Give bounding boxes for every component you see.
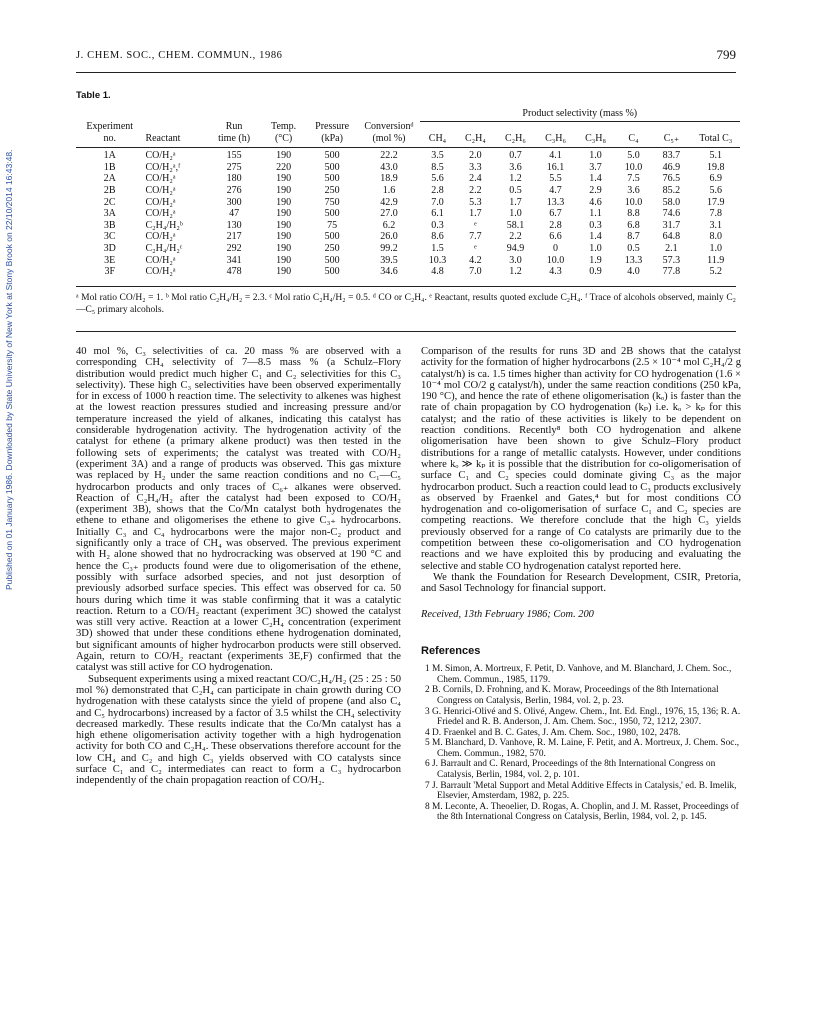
table-cell: CO/H₂ᵃ (145, 173, 176, 185)
table-cell: 10.0 (624, 196, 643, 208)
table-cell: 3.6 (509, 161, 522, 173)
table-cell: 1.4 (589, 173, 602, 185)
table-cell: 190 (276, 208, 292, 220)
table-cell: 43.0 (380, 161, 398, 173)
table-cell: 190 (276, 185, 292, 197)
table-cell: 5.2 (709, 266, 722, 278)
body-paragraph: Subsequent experiments using a mixed reactant CO/C₂H₄/H₂ (25 : 25 : 50 mol %) demonstrated that C₂H₄ can participate in chain growth during CO hydrogenation with these catalysts since the yield of propene (and also C₄ and C₅ hydrocarbons) increased by a factor of 3.5 whilst the CH₄ selectivity decreased markedly. These results indicate that the Co/Mn catalyst has a high ethene oligomerisation activity together with a high hydrogenation activity for both CO and C₂H₄. These observations therefore account for the low CH₄ and C₂ and high C₃ yields observed with CO catalysts since surface C₁ and C₂ intermediates can react to form a C₃ hydrocarbon independently of the chain propagation reaction of CO/H₂. (76, 673, 401, 787)
page-number: 799 (716, 47, 736, 62)
table-cell: 18.9 (380, 173, 398, 185)
table-cell: 3E (104, 254, 116, 266)
table-row (76, 220, 740, 232)
table-cell: 64.8 (662, 231, 681, 243)
table-cell: 76.5 (662, 173, 681, 185)
table-cell: 74.6 (662, 208, 681, 220)
table-cell: 31.7 (662, 219, 681, 231)
column-header: (°C) (274, 132, 293, 144)
table-cell: 190 (276, 173, 292, 185)
table-row (76, 148, 740, 162)
table-cell: 250 (324, 185, 340, 197)
table-cell: 1.1 (589, 208, 602, 220)
table-cell: 1.2 (509, 173, 522, 185)
body-paragraph: 40 mol %, C₃ selectivities of ca. 20 mass % are observed with a corresponding CH₄ selectivity of 7—8.5 mass % (a Schulz–Flory distribution would predict much higher C₁ and C₂ selectivities for this C₃ selectivity). These high C₃ selectivities have been observed experimentally for in excess of 1000 h reaction time. The selectivity to alkenes was highest at the lowest reaction pressures studied and increasing pressure and/or temperature increased the yield of alkanes, indicating this catalyst has considerable hydrogenation activity. The hydrogenation activity of the catalyst for ethene (a primary alkene product) was then tested in the following sets of experiments; the catalyst was treated with CO/H₂ (experiment 3A) and a range of products was observed. This gas mixture was replaced by H₂ under the same reaction conditions and no C₁—C₅ hydrocarbon products and only traces of C₆₊ alkanes were observed. Reaction of C₂H₄/H₂ after the catalyst had been exposed to CO/H₂ (experiment 3B), shows that the Co/Mn catalyst both hydrogenates the ethene to ethane and oligomerises the ethene to give C₃₊ hydrocarbons. Initially C₃ and C₄ hydrocarbons were the major non-C₂ product and significantly only a trace of CH₄ was observed. The previous experiment with H₂ alone showed that no hydrocracking was observed at 190 °C and hence the C₃₊ products found were due to oligomerisation of the ethene, possibly with surface adsorbed species, and not just desorption of previously adsorbed surface species. This effect was observed for ca. 50 hours during which time it was stable confirming that it was a catalytic reaction. Return to a CO/H₂ reactant (experiment 3C) showed the catalyst was still very active. Reaction at a lower C₂H₄ concentration (experiment 3D) showed that under these conditions ethene hydrogenation dominated, but significant amounts of higher hydrocarbon products were still observed. Again, return to CO/H₂ reactant (experiments 3E,F) confirmed that the catalyst was still active for CO hydrogenation. (76, 346, 401, 674)
reference-item: 7 J. Barrault 'Metal Support and Metal Additive Effects in Catalysis,' ed. B. Imelik, Elsevier, Amsterdam, 1982, p. 225. (425, 780, 737, 802)
table-cell: 27.0 (380, 208, 398, 220)
table-cell: CO/H₂ᵃ (145, 266, 176, 278)
table-cell: 26.0 (380, 231, 398, 243)
right-column (421, 346, 741, 823)
table-footnote: ᵃ Mol ratio CO/H₂ = 1. ᵇ Mol ratio C₂H₄/H₂ = 2.3. ᶜ Mol ratio C₂H₄/H₂ = 0.5. ᵈ CO or C₂H₄. ᵉ Reactant, results quoted exclude C₂H₄. ᶠ Trace of alcohols observed, mainly C₂—C₅ primary alcohols. (76, 293, 736, 315)
table-cell: 58.0 (662, 196, 681, 208)
table-cell: 190 (276, 243, 292, 255)
table-cell: 1.0 (589, 150, 602, 162)
references-heading: References (421, 644, 481, 657)
table-cell: 5.6 (431, 173, 444, 185)
table-row (76, 197, 740, 209)
reference-item: 2 B. Cornils, D. Frohning, and K. Moraw, Proceedings of the 8th International Congress on Catalysis, Berlin, 1984, vol. 2, p. 23. (425, 685, 719, 706)
table-cell: 42.9 (380, 196, 398, 208)
table-cell: 1.7 (469, 208, 482, 220)
column-header: C₂H₆ (505, 132, 526, 144)
table-cell: 2.1 (665, 243, 678, 255)
table-cell: 500 (324, 173, 340, 185)
table-cell: 3F (104, 266, 115, 278)
table-cell: 5.0 (627, 150, 640, 162)
table-cell: 57.3 (662, 254, 681, 266)
table-cell: 7.0 (469, 266, 482, 278)
table-cell: 5.3 (469, 196, 482, 208)
table-row (76, 208, 740, 220)
table-cell: 190 (276, 231, 292, 243)
header-rule (76, 72, 736, 73)
table-cell: 190 (276, 254, 292, 266)
table-cell: 220 (276, 161, 292, 173)
table-cell: 5.6 (709, 185, 722, 197)
reference-item: 1 M. Simon, A. Mortreux, F. Petit, D. Vanhove, and M. Blanchard, J. Chem. Soc., Chem. Commun., 1985, 1179. (425, 664, 732, 685)
table-cell: 2C (103, 196, 116, 208)
table-cell: CO/H₂ᵃ (145, 150, 176, 162)
table-cell: 10.0 (624, 161, 643, 173)
header-experiment: Experiment (86, 121, 134, 133)
table-cell: 58.1 (506, 219, 525, 231)
left-column (76, 346, 401, 787)
table-row (76, 255, 740, 267)
table-cell: 16.1 (546, 161, 565, 173)
table-cell: 6.6 (549, 231, 562, 243)
table-cell: 13.3 (624, 254, 643, 266)
table-cell: 4.2 (469, 254, 482, 266)
table-cell: 2.8 (431, 185, 444, 197)
table-cell: 1.9 (589, 254, 602, 266)
journal-year: 1986 (259, 50, 283, 61)
table-cell: 3A (103, 208, 116, 220)
table-row (76, 266, 740, 278)
table-cell: C₂H₄/H₂ᶜ (145, 243, 183, 255)
table-cell: 292 (226, 243, 242, 255)
table-cell: 500 (324, 150, 340, 162)
table-cell: 6.8 (627, 219, 640, 231)
table-cell: 17.9 (706, 196, 725, 208)
received-date: Received, 13th February 1986; Com. 200 (421, 608, 594, 620)
header-blank (143, 121, 206, 133)
table-cell: 94.9 (506, 243, 525, 255)
table-cell: 3.0 (509, 254, 522, 266)
reference-item: 6 J. Barrault and C. Renard, Proceedings of the 8th International Congress on Catalysis, Berlin, 1984, vol. 2, p. 101. (425, 759, 716, 781)
table-cell: 11.9 (707, 254, 725, 266)
table-cell: 77.8 (662, 266, 681, 278)
table-cell: CO/H₂ᵃ (145, 196, 176, 208)
table-cell: 500 (324, 208, 340, 220)
table-cell: 13.3 (546, 196, 565, 208)
table-cell: 4.7 (549, 185, 562, 197)
table-cell: 500 (324, 231, 340, 243)
table-cell: 2.9 (589, 185, 602, 197)
table-cell: 99.2 (380, 243, 398, 255)
table-cell: 750 (324, 196, 340, 208)
column-header: C₄ (628, 132, 639, 144)
table-row (76, 243, 740, 255)
journal-name: J. CHEM. SOC., CHEM. COMMUN., 1986 (76, 50, 283, 61)
body-paragraph: Comparison of the results for runs 3D and 2B shows that the catalyst activity for the formation of higher hydrocarbons (2.5 × 10⁻⁴ mol C₂H₄/2 g catalyst/h) is ca. 1.5 times higher than activity for CO hydrogenation (1.6 × 10⁻⁴ mol CO/2 g catalyst/h), under the same reaction conditions (250 kPa, 190 °C), and hence the rate of ethene oligomerisation (kₒ) is faster than the rate of chain propagation by CO hydrogenation (kₚ) i.e. kₒ > kₚ for this catalyst; and the ratio of these activities is likely to be dependent on reaction conditions. Recently⁸ both CO hydrogenation and alkene oligomerisation have been shown to give Schulz–Flory product distributions for a range of metallic catalysts. However, under conditions where kₒ ≫ kₚ it is possible that the distribution for co-oligomerisation of surface C₁ and C₂ species could dominate giving C₃ as the major hydrocarbon product. Such a reaction could lead to C₃ products exclusively as observed by Fraenkel and Gates,⁴ but for most conditions CO hydrogenation and co-oligomerisation of surface C₁ and C₂ species are competing reactions. We therefore conclude that the high C₃ yields previously observed for a range of Co catalysts are primarily due to the competition between these co-oligomerisation and CO hydrogenation reactions and we have exploited this by producing and evaluating the selective and stable CO hydrogenation catalyst reported here. (421, 346, 741, 572)
table-cell: 75 (327, 219, 338, 231)
table-cell: 10.3 (428, 254, 447, 266)
table-cell: 500 (324, 254, 340, 266)
column-header: time (h) (218, 132, 251, 144)
column-header: C₃H₆ (545, 132, 566, 144)
reference-item: 3 G. Henrici-Olivé and S. Olivé, Angew. Chem., Int. Ed. Engl., 1976, 15, 136; R. A. Friedel and R. B. Anderson, J. Am. Chem. Soc., 1950, 72, 1212, 2307. (425, 706, 741, 728)
table-cell: 2.0 (469, 150, 482, 162)
table-cell: 190 (276, 266, 292, 278)
table-cell: 2B (103, 185, 116, 197)
table-cell: 0.9 (589, 266, 602, 278)
table-cell: 3B (103, 219, 116, 231)
table-cell: 217 (226, 231, 242, 243)
table-cell: 190 (276, 150, 292, 162)
table-cell: 8.7 (627, 231, 640, 243)
table-cell: 4.0 (627, 266, 640, 278)
table-cell: CO/H₂ᵃ (145, 231, 176, 243)
table-cell: 6.7 (549, 208, 562, 220)
table-cell: 6.2 (382, 219, 396, 231)
header-temp: Temp. (271, 121, 297, 133)
column-header: (mol %) (372, 132, 406, 144)
table-bottom-rule (76, 286, 736, 287)
table-cell: CO/H₂ᵃ (145, 208, 176, 220)
table-cell: 8.6 (431, 231, 444, 243)
table-cell: 47 (229, 208, 240, 220)
table-cell: 1.2 (509, 266, 522, 278)
table-cell: 190 (276, 219, 292, 231)
table-cell: 85.2 (662, 185, 681, 197)
table-cell: ᵉ (474, 219, 477, 231)
table-cell: 1B (103, 161, 116, 173)
table-cell: 2.4 (469, 173, 482, 185)
table-cell: ᵉ (474, 243, 477, 255)
reference-item: 5 M. Blanchard, D. Vanhove, R. M. Laine, F. Petit, and A. Mortreux, J. Chem. Soc., Chem. Commun., 1982, 570. (425, 738, 740, 759)
header-pressure: Pressure (315, 121, 350, 133)
table-cell: 0.3 (431, 219, 444, 231)
table-cell: 4.1 (549, 150, 562, 162)
table-cell: 5.5 (549, 173, 562, 185)
table-cell: 2A (103, 173, 116, 185)
table-cell: 3D (103, 243, 116, 255)
column-header: Total C₃ (699, 132, 733, 144)
table-cell: CO/H₂ᵃ (145, 185, 176, 197)
table-cell: 500 (324, 161, 340, 173)
column-header: (kPa) (321, 132, 343, 144)
table-cell: 3C (103, 231, 116, 243)
table-title: Table 1. (76, 90, 111, 101)
table-cell: 1.0 (709, 243, 722, 255)
table-cell: 3.6 (627, 185, 640, 197)
table-cell: CO/H₂ᵃ (145, 254, 176, 266)
table-cell: 1.6 (382, 185, 396, 197)
table-cell: 3.5 (431, 150, 444, 162)
table-cell: 46.9 (662, 161, 681, 173)
table-cell: 8.0 (709, 231, 722, 243)
table-cell: 8.8 (627, 208, 640, 220)
table-cell: 130 (226, 219, 242, 231)
table-cell: 190 (276, 196, 292, 208)
table-cell: 7.7 (469, 231, 482, 243)
table-cell: 1.4 (589, 231, 602, 243)
table-cell: 5.1 (709, 150, 722, 162)
table-cell: 1.0 (509, 208, 522, 220)
table-cell: 4.6 (589, 196, 602, 208)
table-cell: 10.0 (546, 254, 565, 266)
column-header: C₃H₈ (585, 132, 606, 144)
table-cell: 83.7 (662, 150, 681, 162)
table-cell: 250 (324, 243, 340, 255)
header-run: Run (225, 121, 243, 133)
download-watermark: Published on 01 January 1986. Downloaded by State University of New York at Stony Brook on 22/10/2014 16:43:48. (4, 149, 14, 591)
column-header: Reactant (145, 132, 181, 144)
table-cell: 1.5 (431, 243, 444, 255)
table-cell: 478 (226, 266, 242, 278)
column-header: C₂H₄ (464, 132, 486, 144)
table-cell: 6.1 (431, 208, 444, 220)
table-cell: 39.5 (380, 254, 398, 266)
table-cell: 1.0 (589, 243, 602, 255)
table-cell: 275 (226, 161, 242, 173)
table-cell: 180 (226, 173, 242, 185)
acknowledgement: We thank the Foundation for Research Development, CSIR, Pretoria, and Sasol Technology for financial support. (421, 571, 741, 595)
table-cell: 7.0 (431, 196, 444, 208)
table-cell: 276 (226, 185, 242, 197)
table-cell: 19.8 (706, 161, 725, 173)
header-conversion: Conversionᵈ (364, 121, 414, 133)
table-cell: 3.3 (469, 161, 482, 173)
running-header (76, 47, 736, 66)
table-cell: 4.8 (431, 266, 444, 278)
table-cell: 2.2 (509, 231, 522, 243)
table-cell: C₂H₄/H₂ᵇ (145, 219, 183, 231)
table-cell: CO/H₂ᵃ,ᶠ (145, 161, 181, 173)
footnote-rule (76, 331, 736, 332)
table-cell: 300 (226, 196, 242, 208)
table-cell: 3.1 (709, 219, 722, 231)
table-cell: 6.9 (709, 173, 722, 185)
table-cell: 0 (553, 243, 558, 255)
results-table (76, 108, 740, 278)
table-row (76, 231, 740, 243)
table-cell: 1A (103, 150, 116, 162)
references-list (421, 664, 741, 823)
table-cell: 34.6 (380, 266, 398, 278)
table-row (76, 173, 740, 185)
table-cell: 0.3 (589, 219, 602, 231)
table-cell: 7.8 (709, 208, 722, 220)
column-header: no. (103, 132, 116, 144)
table-cell: 8.5 (431, 161, 444, 173)
column-header: C₅₊ (663, 132, 680, 144)
table-cell: 1.7 (509, 196, 522, 208)
table-cell: 0.7 (509, 150, 522, 162)
table-cell: 22.2 (380, 150, 398, 162)
table-cell: 7.5 (627, 173, 640, 185)
table-cell: 0.5 (627, 243, 640, 255)
column-header: CH₄ (428, 132, 447, 144)
table-cell: 3.7 (589, 161, 602, 173)
table-row (76, 185, 740, 197)
table-cell: 500 (324, 266, 340, 278)
table-cell: 155 (226, 150, 242, 162)
table-cell: 2.2 (469, 185, 482, 197)
table-cell: 0.5 (509, 185, 522, 197)
table-cell: 341 (226, 254, 242, 266)
group-header: Product selectivity (mass %) (522, 108, 638, 119)
table-row (76, 162, 740, 174)
table-cell: 4.3 (549, 266, 562, 278)
table-cell: 2.8 (549, 219, 562, 231)
reference-item: 8 M. Leconte, A. Theoelier, D. Rogas, A. Choplin, and J. M. Rasset, Proceedings of the 8th International Congress on Catalysis, Berlin, 1984, vol. 2, p. 145. (425, 801, 739, 823)
reference-item: 4 D. Fraenkel and B. C. Gates, J. Am. Chem. Soc., 1980, 102, 2478. (425, 727, 681, 738)
